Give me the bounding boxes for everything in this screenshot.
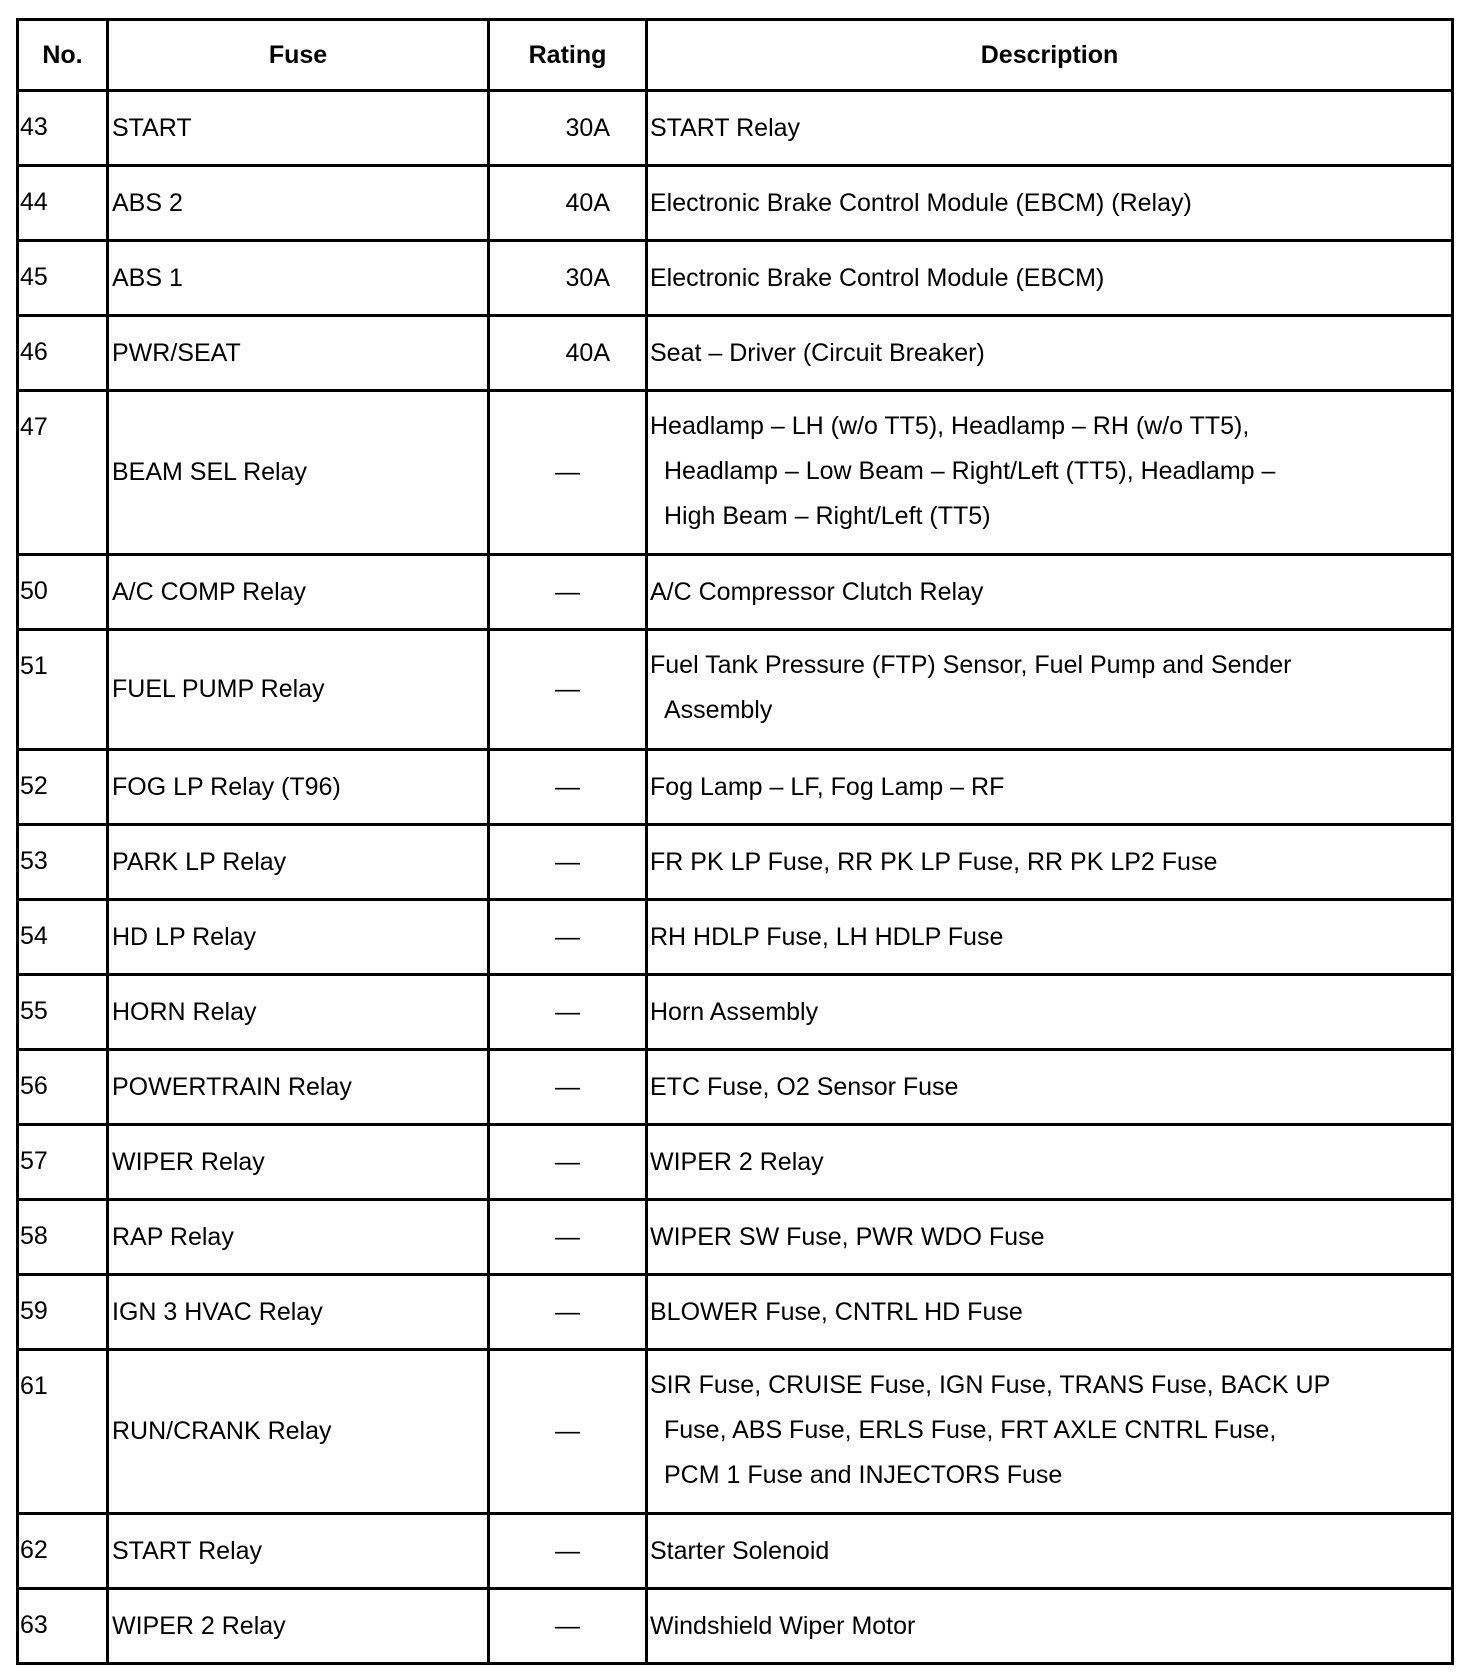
cell-rating: — — [489, 630, 647, 750]
cell-rating: — — [489, 900, 647, 975]
table-row — [18, 750, 1453, 825]
table-row — [18, 825, 1453, 900]
cell-rating: — — [489, 1125, 647, 1200]
cell-rating: — — [489, 1589, 647, 1664]
cell-no: 43 — [18, 91, 108, 166]
cell-no: 44 — [18, 166, 108, 241]
cell-no: 56 — [18, 1050, 108, 1125]
cell-rating: 30A — [489, 241, 647, 316]
header-fuse: Fuse — [108, 20, 489, 91]
cell-description — [647, 975, 1453, 1050]
description-line: Headlamp – LH (w/o TT5), Headlamp – RH (w/o TT5), — [650, 412, 1250, 440]
table-row — [18, 900, 1453, 975]
table-row — [18, 166, 1453, 241]
cell-fuse: A/C COMP Relay — [108, 555, 489, 630]
description-line: SIR Fuse, CRUISE Fuse, IGN Fuse, TRANS Fuse, BACK UP — [650, 1371, 1331, 1399]
table-row — [18, 91, 1453, 166]
cell-no: 47 — [18, 391, 108, 555]
description-line: Windshield Wiper Motor — [650, 1611, 916, 1640]
table-row — [18, 391, 1453, 555]
header-rating: Rating — [489, 20, 647, 91]
description-line: WIPER 2 Relay — [650, 1147, 824, 1176]
cell-description — [647, 900, 1453, 975]
cell-no: 55 — [18, 975, 108, 1050]
table-row — [18, 241, 1453, 316]
description-line: START Relay — [650, 113, 801, 142]
cell-description — [647, 391, 1453, 555]
header-row — [18, 20, 1453, 91]
cell-rating: — — [489, 975, 647, 1050]
table-row — [18, 630, 1453, 750]
cell-description — [647, 1514, 1453, 1589]
header-no: No. — [18, 20, 108, 91]
cell-fuse: BEAM SEL Relay — [108, 391, 489, 555]
table-row — [18, 975, 1453, 1050]
table-row — [18, 1275, 1453, 1350]
table-body — [18, 91, 1453, 1664]
cell-description — [647, 630, 1453, 750]
cell-rating: — — [489, 825, 647, 900]
description-line: Starter Solenoid — [650, 1536, 830, 1565]
table-row — [18, 316, 1453, 391]
table-header — [18, 20, 1453, 91]
cell-rating: — — [489, 1200, 647, 1275]
description-line: WIPER SW Fuse, PWR WDO Fuse — [650, 1222, 1045, 1251]
cell-description — [647, 1589, 1453, 1664]
cell-no: 61 — [18, 1350, 108, 1514]
cell-no: 58 — [18, 1200, 108, 1275]
description-line: Seat – Driver (Circuit Breaker) — [650, 338, 985, 367]
description-line: Fuse, ABS Fuse, ERLS Fuse, FRT AXLE CNTRL Fuse, — [664, 1416, 1277, 1444]
table-row — [18, 1200, 1453, 1275]
cell-no: 50 — [18, 555, 108, 630]
cell-description — [647, 825, 1453, 900]
cell-rating: — — [489, 1350, 647, 1514]
cell-fuse: START — [108, 91, 489, 166]
cell-fuse: HORN Relay — [108, 975, 489, 1050]
cell-description — [647, 91, 1453, 166]
cell-fuse: FOG LP Relay (T96) — [108, 750, 489, 825]
table-row — [18, 1050, 1453, 1125]
cell-rating: — — [489, 1050, 647, 1125]
cell-fuse: POWERTRAIN Relay — [108, 1050, 489, 1125]
cell-rating: — — [489, 1514, 647, 1589]
cell-description — [647, 241, 1453, 316]
table-row — [18, 555, 1453, 630]
description-line: Headlamp – Low Beam – Right/Left (TT5), Headlamp – — [664, 457, 1276, 485]
cell-fuse: ABS 2 — [108, 166, 489, 241]
cell-fuse: RAP Relay — [108, 1200, 489, 1275]
cell-no: 62 — [18, 1514, 108, 1589]
cell-description — [647, 1350, 1453, 1514]
cell-no: 51 — [18, 630, 108, 750]
description-line: Fuel Tank Pressure (FTP) Sensor, Fuel Pump and Sender — [650, 651, 1292, 679]
cell-rating: — — [489, 391, 647, 555]
cell-no: 63 — [18, 1589, 108, 1664]
cell-no: 53 — [18, 825, 108, 900]
cell-fuse: FUEL PUMP Relay — [108, 630, 489, 750]
cell-fuse: WIPER 2 Relay — [108, 1589, 489, 1664]
table-row — [18, 1350, 1453, 1514]
description-line: Electronic Brake Control Module (EBCM) — [650, 263, 1105, 292]
cell-rating: — — [489, 1275, 647, 1350]
cell-no: 57 — [18, 1125, 108, 1200]
description-line: PCM 1 Fuse and INJECTORS Fuse — [664, 1461, 1063, 1489]
cell-no: 45 — [18, 241, 108, 316]
description-line: Horn Assembly — [650, 997, 819, 1026]
cell-description — [647, 750, 1453, 825]
description-line: FR PK LP Fuse, RR PK LP Fuse, RR PK LP2 Fuse — [650, 847, 1218, 876]
table-row — [18, 1589, 1453, 1664]
cell-no: 59 — [18, 1275, 108, 1350]
cell-no: 52 — [18, 750, 108, 825]
cell-fuse: START Relay — [108, 1514, 489, 1589]
cell-fuse: PARK LP Relay — [108, 825, 489, 900]
fuse-table — [16, 18, 1454, 1665]
description-line: Assembly — [664, 696, 773, 724]
header-description: Description — [647, 20, 1453, 91]
cell-rating: 40A — [489, 166, 647, 241]
description-line: RH HDLP Fuse, LH HDLP Fuse — [650, 922, 1004, 951]
cell-rating: 40A — [489, 316, 647, 391]
cell-description — [647, 316, 1453, 391]
cell-fuse: RUN/CRANK Relay — [108, 1350, 489, 1514]
cell-rating: 30A — [489, 91, 647, 166]
cell-description — [647, 1050, 1453, 1125]
table-row — [18, 1125, 1453, 1200]
description-line: Fog Lamp – LF, Fog Lamp – RF — [650, 772, 1005, 801]
description-line: BLOWER Fuse, CNTRL HD Fuse — [650, 1297, 1023, 1326]
cell-fuse: IGN 3 HVAC Relay — [108, 1275, 489, 1350]
description-line: A/C Compressor Clutch Relay — [650, 577, 984, 606]
cell-no: 54 — [18, 900, 108, 975]
description-line: Electronic Brake Control Module (EBCM) (Relay) — [650, 188, 1192, 217]
cell-description — [647, 555, 1453, 630]
cell-fuse: ABS 1 — [108, 241, 489, 316]
cell-description — [647, 166, 1453, 241]
cell-rating: — — [489, 555, 647, 630]
cell-rating: — — [489, 750, 647, 825]
cell-fuse: PWR/SEAT — [108, 316, 489, 391]
description-line: High Beam – Right/Left (TT5) — [664, 502, 991, 530]
cell-fuse: WIPER Relay — [108, 1125, 489, 1200]
cell-description — [647, 1275, 1453, 1350]
cell-description — [647, 1125, 1453, 1200]
cell-description — [647, 1200, 1453, 1275]
cell-fuse: HD LP Relay — [108, 900, 489, 975]
description-line: ETC Fuse, O2 Sensor Fuse — [650, 1072, 959, 1101]
cell-no: 46 — [18, 316, 108, 391]
table-row — [18, 1514, 1453, 1589]
